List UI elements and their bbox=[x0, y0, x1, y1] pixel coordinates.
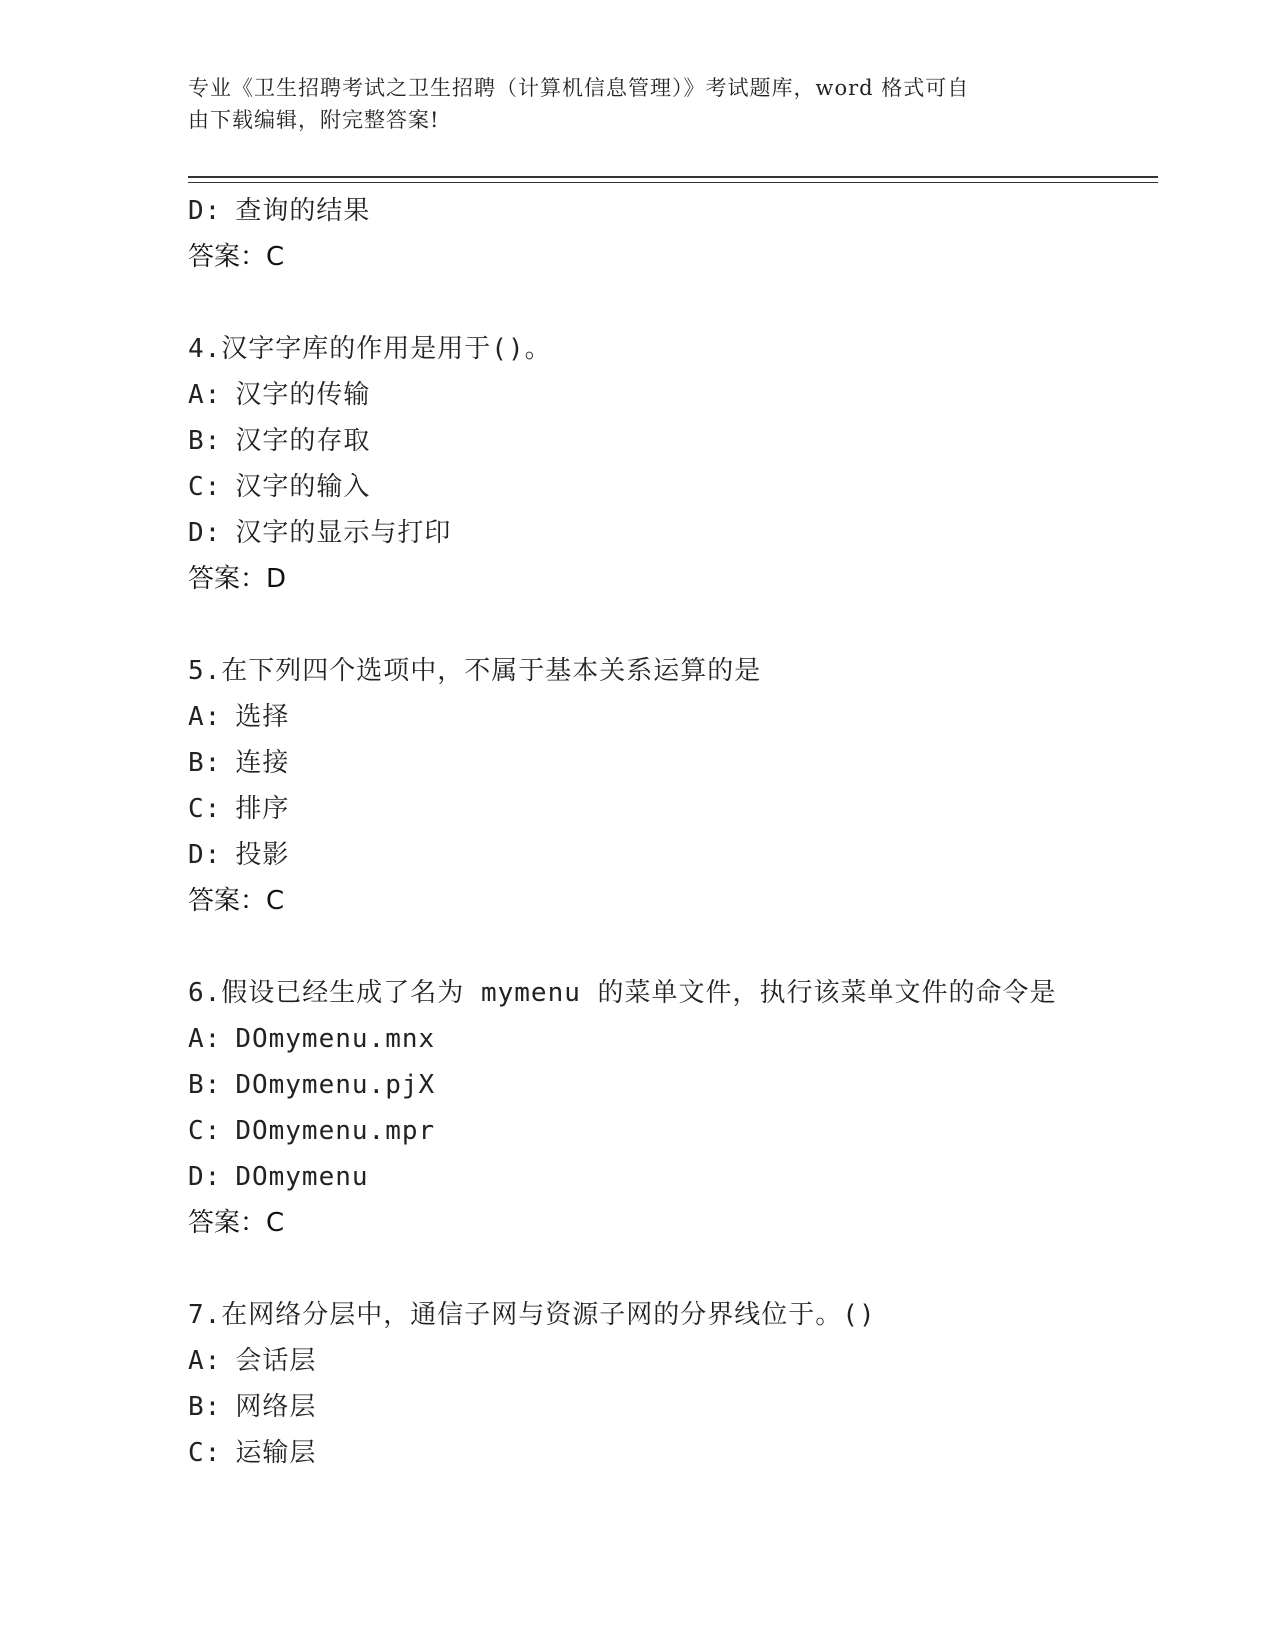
option-b bbox=[188, 1384, 1188, 1430]
option-text: 汉字的存取 bbox=[235, 426, 371, 456]
option-a bbox=[188, 1016, 1188, 1062]
option-b bbox=[188, 418, 1188, 464]
spacer bbox=[188, 1246, 1188, 1292]
option-d bbox=[188, 188, 1188, 234]
option-label: A: bbox=[188, 1346, 222, 1376]
option-b bbox=[188, 740, 1188, 786]
option-label: B: bbox=[188, 1392, 222, 1422]
option-c bbox=[188, 1108, 1188, 1154]
option-label: D: bbox=[188, 1162, 222, 1192]
option-text: 排序 bbox=[235, 794, 290, 824]
option-text: 汉字的输入 bbox=[235, 472, 371, 502]
option-text: 投影 bbox=[235, 840, 290, 870]
option-text: 汉字的传输 bbox=[235, 380, 371, 410]
spacer bbox=[188, 280, 1188, 326]
option-c bbox=[188, 464, 1188, 510]
option-text: 运输层 bbox=[235, 1438, 317, 1468]
answer-line: 答案：C bbox=[188, 242, 285, 272]
question-list bbox=[188, 188, 1188, 1476]
option-text: 汉字的显示与打印 bbox=[235, 518, 452, 548]
option-text: DOmymenu.mpr bbox=[235, 1116, 436, 1146]
header-divider-thick bbox=[188, 176, 1158, 178]
option-text: DOmymenu.mnx bbox=[235, 1024, 436, 1054]
option-label: B: bbox=[188, 1070, 222, 1100]
answer-line: 答案：D bbox=[188, 564, 287, 594]
header-line-1: 专业《卫生招聘考试之卫生招聘（计算机信息管理）》考试题库，word 格式可自 bbox=[188, 76, 970, 100]
option-a bbox=[188, 372, 1188, 418]
option-label: A: bbox=[188, 380, 222, 410]
spacer bbox=[188, 924, 1188, 970]
option-c bbox=[188, 786, 1188, 832]
answer-line: 答案：C bbox=[188, 1208, 285, 1238]
option-text: 查询的结果 bbox=[235, 196, 371, 226]
option-label: C: bbox=[188, 472, 222, 502]
option-text: 连接 bbox=[235, 748, 290, 778]
option-a bbox=[188, 694, 1188, 740]
question-title: 4.汉字字库的作用是用于()。 bbox=[188, 334, 552, 364]
header-line-2: 由下载编辑，附完整答案! bbox=[188, 108, 440, 132]
option-text: 网络层 bbox=[235, 1392, 317, 1422]
question-title: 5.在下列四个选项中，不属于基本关系运算的是 bbox=[188, 656, 762, 686]
option-d bbox=[188, 1154, 1188, 1200]
option-text: 选择 bbox=[235, 702, 290, 732]
option-label: D: bbox=[188, 840, 222, 870]
option-text: DOmymenu.pjX bbox=[235, 1070, 436, 1100]
option-label: B: bbox=[188, 426, 222, 456]
option-label: D: bbox=[188, 196, 222, 226]
option-text: DOmymenu bbox=[235, 1162, 369, 1192]
option-label: A: bbox=[188, 702, 222, 732]
option-label: A: bbox=[188, 1024, 222, 1054]
option-c bbox=[188, 1430, 1188, 1476]
option-d bbox=[188, 832, 1188, 878]
question-title: 7.在网络分层中，通信子网与资源子网的分界线位于。() bbox=[188, 1300, 876, 1330]
option-label: B: bbox=[188, 748, 222, 778]
spacer bbox=[188, 602, 1188, 648]
option-a bbox=[188, 1338, 1188, 1384]
header-divider-thin bbox=[188, 182, 1158, 183]
option-label: C: bbox=[188, 1116, 222, 1146]
option-label: C: bbox=[188, 794, 222, 824]
answer-line: 答案：C bbox=[188, 886, 285, 916]
option-b bbox=[188, 1062, 1188, 1108]
option-label: D: bbox=[188, 518, 222, 548]
option-text: 会话层 bbox=[235, 1346, 317, 1376]
option-label: C: bbox=[188, 1438, 222, 1468]
question-title: 6.假设已经生成了名为 mymenu 的菜单文件，执行该菜单文件的命令是 bbox=[188, 978, 1057, 1008]
document-header bbox=[188, 72, 1088, 136]
option-d bbox=[188, 510, 1188, 556]
